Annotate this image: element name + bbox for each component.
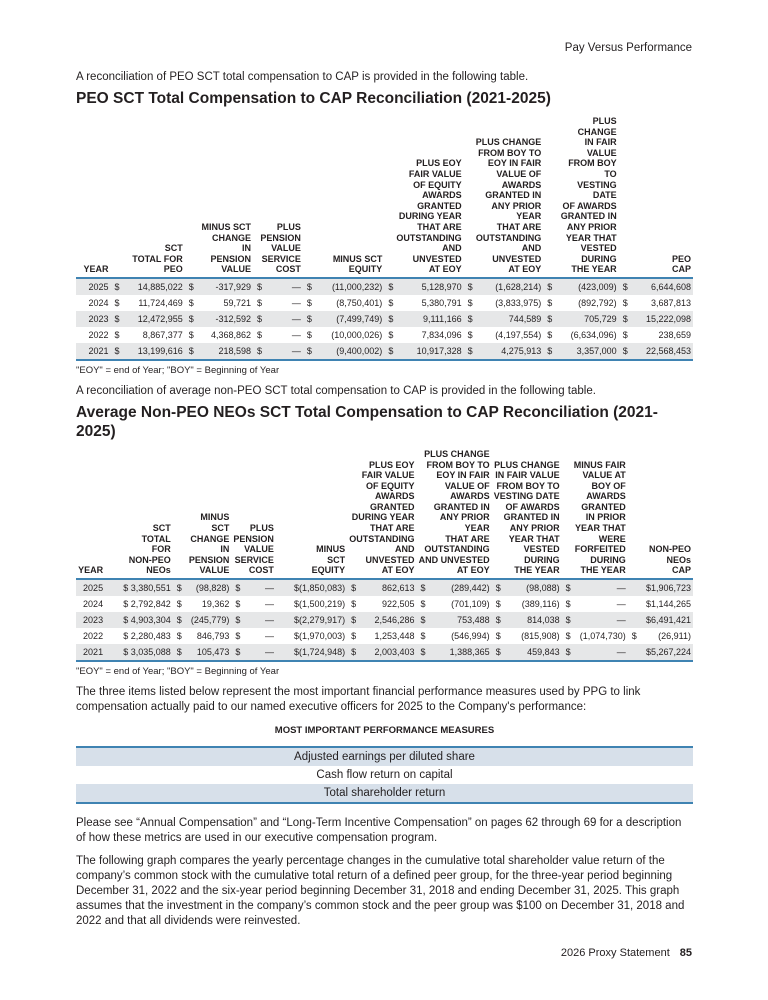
peo-reconciliation-table — [76, 116, 693, 361]
vest-change-cell: 814,038 — [508, 612, 562, 628]
sct-total-cell: 11,724,469 — [138, 297, 183, 308]
footer-doc-title: 2026 Proxy Statement — [560, 947, 670, 959]
pension-change-cell: 4,368,862 — [211, 329, 252, 340]
prior-change-cell: (701,109) — [451, 599, 490, 610]
currency-cell: $ — [565, 599, 571, 610]
currency-cell: $ — [562, 644, 578, 661]
measure-item: Adjusted earnings per diluted share — [76, 748, 693, 766]
sct-total-cell: $ 4,903,304 — [121, 612, 173, 628]
currency-cell: $ — [495, 599, 501, 610]
prior-change-cell: (1,628,214) — [480, 278, 544, 295]
currency-cell: $ — [257, 297, 263, 308]
eoy-fv-cell: 2,546,286 — [363, 612, 416, 628]
currency-cell — [628, 612, 644, 628]
currency-cell: $ — [110, 278, 126, 295]
currency-cell: $ — [347, 612, 363, 628]
measure-item: Cash flow return on capital — [316, 769, 453, 782]
currency-cell: $ — [562, 612, 578, 628]
column-header: MINUS SCT EQUITY — [332, 253, 383, 275]
currency-cell: $ — [622, 297, 628, 308]
currency-cell: $ — [110, 311, 126, 327]
table-row — [76, 278, 693, 295]
year-cell: 2022 — [83, 631, 104, 642]
sct-total-cell: $ 3,380,551 — [121, 579, 173, 596]
currency-cell: $ — [543, 278, 559, 295]
currency-cell: $ — [495, 631, 501, 642]
currency-cell: $ — [619, 278, 635, 295]
eoy-fv-cell: 862,613 — [363, 579, 416, 596]
currency-cell: $ — [185, 278, 201, 295]
service-cost-cell: — — [247, 644, 276, 661]
sct-total-cell: 13,199,616 — [126, 343, 184, 360]
column-header: PLUS CHANGE IN FAIR VALUE FROM BOY TO VESTING DATE OF AWARDS GRANTED IN ANY PRIOR YEAR THAT VESTED DURING THE YEAR — [493, 459, 560, 576]
year-cell: 2023 — [76, 612, 105, 628]
currency-cell — [105, 612, 121, 628]
column-header: MINUS SCT EQUITY — [311, 544, 346, 576]
currency-cell: $ — [306, 297, 312, 308]
year-cell: 2025 — [76, 278, 110, 295]
column-header: PLUS PENSION VALUE SERVICE COST — [233, 523, 274, 576]
currency-cell: $ — [257, 329, 263, 340]
eoy-fv-cell: 5,128,970 — [400, 278, 463, 295]
table-row — [76, 644, 693, 661]
currency-cell: $ — [384, 278, 400, 295]
currency-cell — [105, 628, 121, 644]
currency-cell: $ — [185, 343, 201, 360]
prior-change-cell: (4,197,554) — [495, 329, 542, 340]
currency-cell: $ — [114, 297, 120, 308]
currency-cell: $ — [351, 631, 357, 642]
currency-cell: $ — [543, 311, 559, 327]
column-header: PLUS CHANGE FROM BOY TO EOY IN FAIR VALUE OF AWARDS GRANTED IN ANY PRIOR YEAR THAT ARE OUTSTANDING AND UNVESTED AT EOY — [418, 448, 490, 576]
sct-total-cell: $ 2,280,483 — [123, 631, 171, 642]
pension-change-cell: (245,779) — [189, 612, 232, 628]
sct-equity-cell: (8,750,401) — [336, 297, 383, 308]
service-cost-cell: — — [269, 343, 303, 360]
cap-cell: $1,144,265 — [645, 599, 691, 610]
sct-equity-cell: (7,499,749) — [319, 311, 384, 327]
column-header: YEAR — [78, 565, 104, 576]
year-cell: 2024 — [83, 599, 104, 610]
neo-footnote: "EOY" = end of Year; "BOY" = Beginning of Year — [76, 666, 280, 678]
pension-change-cell: -317,929 — [201, 278, 253, 295]
currency-cell: $ — [231, 644, 247, 661]
currency-cell: $ — [347, 579, 363, 596]
currency-cell: $ — [464, 311, 480, 327]
currency-cell — [105, 579, 121, 596]
currency-cell: $ — [235, 631, 241, 642]
currency-cell: $ — [467, 329, 473, 340]
currency-cell: $ — [619, 311, 635, 327]
currency-cell: $ — [303, 343, 319, 360]
sct-total-cell: 14,885,022 — [126, 278, 184, 295]
pension-change-cell: -312,592 — [201, 311, 253, 327]
sct-equity-cell: (11,000,232) — [319, 278, 384, 295]
cap-cell: 15,222,098 — [635, 311, 693, 327]
cap-cell: $5,267,224 — [644, 644, 693, 661]
eoy-fv-cell: 5,380,791 — [421, 297, 462, 308]
currency-cell: $ — [253, 311, 269, 327]
closing-paragraph-2: The following graph compares the yearly percentage changes in the cumulative total shareholder value return of the company’s common stock with the cumulative total return of a defined peer group, for the three-year period beginning December 31, 2022 and the six-year period beginning December 31, 2018 and ending December 31, 2025. This graph assumes that the investment in the company’s common stock and the peer group was $100 on December 31, 2018 and 2022 and that all dividends were reinvested. — [76, 855, 685, 928]
column-header: PLUS EOY FAIR VALUE OF EQUITY AWARDS GRANTED DURING YEAR THAT ARE OUTSTANDING AND UNVESTED AT EOY — [396, 158, 462, 275]
currency-cell: $ — [467, 297, 473, 308]
currency-cell: $ — [547, 329, 553, 340]
peo-intro: A reconciliation of PEO SCT total compensation to CAP is provided in the following table. — [76, 71, 529, 83]
peo-table-title: PEO SCT Total Compensation to CAP Reconciliation (2021-2025) — [76, 90, 551, 107]
currency-cell: $ — [417, 612, 433, 628]
service-cost-cell: — — [247, 579, 276, 596]
prior-change-cell: 1,388,365 — [433, 644, 492, 661]
currency-cell: $ — [185, 311, 201, 327]
sct-equity-cell: (9,400,002) — [319, 343, 384, 360]
sct-equity-cell: $(2,279,917) — [292, 612, 347, 628]
currency-cell: $ — [173, 612, 189, 628]
currency-cell: $ — [388, 297, 394, 308]
currency-cell: $ — [235, 599, 241, 610]
year-cell: 2022 — [88, 329, 109, 340]
measures-intro: The three items listed below represent the most important financial performance measures used by PPG to link compensation actually paid to our named executive officers for 2025 to the Company's performance: — [76, 686, 641, 714]
currency-cell — [276, 628, 292, 644]
table-row — [76, 343, 693, 360]
neo-intro: A reconciliation of average non-PEO SCT total compensation to CAP is provided in the following table. — [76, 384, 596, 397]
currency-cell — [628, 579, 644, 596]
column-header: PLUS CHANGE IN FAIR VALUE FROM BOY TO VESTING DATE OF AWARDS GRANTED IN ANY PRIOR YEAR THAT VESTED DURING THE YEAR — [560, 116, 617, 275]
sct-total-cell: $ 3,035,088 — [121, 644, 173, 661]
eoy-fv-cell: 9,111,166 — [400, 311, 463, 327]
currency-cell: $ — [306, 329, 312, 340]
neo-reconciliation-table — [76, 449, 693, 662]
vest-change-cell: (892,792) — [578, 297, 617, 308]
currency-cell: $ — [231, 579, 247, 596]
forfeited-cell: — — [578, 612, 628, 628]
currency-cell — [105, 644, 121, 661]
vest-change-cell: (98,088) — [508, 579, 562, 596]
column-header: PLUS PENSION VALUE SERVICE COST — [260, 221, 301, 275]
service-cost-cell: — — [264, 599, 274, 610]
currency-cell: $ — [176, 599, 182, 610]
currency-cell — [628, 644, 644, 661]
currency-cell: $ — [188, 329, 194, 340]
pension-change-cell: 59,721 — [223, 297, 252, 308]
pension-change-cell: 105,473 — [189, 644, 232, 661]
cap-cell: 3,687,813 — [650, 297, 691, 308]
currency-cell: $ — [420, 599, 426, 610]
eoy-fv-cell: 2,003,403 — [363, 644, 416, 661]
currency-cell: $ — [303, 311, 319, 327]
measures-list — [76, 746, 693, 804]
page-number: 85 — [679, 947, 692, 959]
currency-cell: $ — [114, 329, 120, 340]
sct-total-cell: 8,867,377 — [142, 329, 183, 340]
currency-cell — [628, 596, 644, 612]
cap-cell: 6,644,608 — [635, 278, 693, 295]
running-head: Pay Versus Performance — [564, 42, 692, 54]
currency-cell — [276, 596, 292, 612]
currency-cell: $ — [464, 278, 480, 295]
service-cost-cell: — — [247, 612, 276, 628]
page-content — [76, 70, 693, 937]
currency-cell: $ — [417, 579, 433, 596]
table-row — [76, 327, 693, 343]
column-header: MINUS FAIR VALUE AT BOY OF AWARDS GRANTED IN PRIOR YEAR THAT WERE FORFEITED DURING THE YEAR — [573, 459, 626, 576]
currency-cell: $ — [303, 278, 319, 295]
currency-cell: $ — [417, 644, 433, 661]
currency-cell: $ — [492, 579, 508, 596]
column-header: MINUS SCT CHANGE IN PENSION VALUE — [201, 221, 252, 275]
currency-cell — [276, 644, 292, 661]
currency-cell: $ — [565, 631, 571, 642]
currency-cell: $ — [631, 631, 637, 642]
column-header: PLUS CHANGE FROM BOY TO EOY IN FAIR VALUE OF AWARDS GRANTED IN ANY PRIOR YEAR THAT ARE OUTSTANDING AND UNVESTED AT EOY — [475, 137, 542, 275]
year-cell: 2021 — [76, 343, 110, 360]
pension-change-cell: 218,598 — [201, 343, 253, 360]
currency-cell: $ — [384, 311, 400, 327]
currency-cell: $ — [351, 599, 357, 610]
currency-cell: $ — [231, 612, 247, 628]
currency-cell: $ — [562, 579, 578, 596]
cap-cell: 238,659 — [658, 329, 691, 340]
service-cost-cell: — — [264, 631, 274, 642]
currency-cell: $ — [347, 644, 363, 661]
table-body — [76, 278, 693, 360]
service-cost-cell: — — [291, 329, 301, 340]
column-header: PLUS EOY FAIR VALUE OF EQUITY AWARDS GRANTED DURING YEAR THAT ARE OUTSTANDING AND UNVESTED AT EOY — [349, 459, 415, 576]
measure-item: Total shareholder return — [76, 784, 693, 802]
measures-title: MOST IMPORTANT PERFORMANCE MEASURES — [274, 725, 495, 737]
prior-change-cell: (3,833,975) — [495, 297, 542, 308]
currency-cell — [105, 596, 121, 612]
currency-cell: $ — [464, 343, 480, 360]
cap-cell: $1,906,723 — [644, 579, 693, 596]
table-body — [76, 579, 693, 661]
service-cost-cell: — — [269, 278, 303, 295]
sct-equity-cell: $(1,500,219) — [294, 599, 346, 610]
currency-cell: $ — [188, 297, 194, 308]
vest-change-cell: (815,908) — [521, 631, 560, 642]
pension-change-cell: 19,362 — [201, 599, 230, 610]
column-header: YEAR — [83, 264, 109, 275]
sct-total-cell: $ 2,792,842 — [123, 599, 171, 610]
currency-cell: $ — [622, 329, 628, 340]
pension-change-cell: 846,793 — [196, 631, 230, 642]
page-footer — [561, 947, 692, 959]
vest-change-cell: (6,634,096) — [570, 329, 617, 340]
currency-cell: $ — [253, 343, 269, 360]
forfeited-cell: (1,074,730) — [579, 631, 626, 642]
column-header: MINUS SCT CHANGE IN PENSION VALUE — [188, 512, 230, 576]
table-row — [76, 295, 693, 311]
currency-cell: $ — [253, 278, 269, 295]
service-cost-cell: — — [291, 297, 301, 308]
table-row — [76, 311, 693, 327]
currency-cell: $ — [492, 612, 508, 628]
year-cell: 2024 — [88, 297, 109, 308]
forfeited-cell: — — [616, 599, 626, 610]
forfeited-cell: — — [578, 579, 628, 596]
vest-change-cell: (423,009) — [559, 278, 618, 295]
sct-equity-cell: $(1,970,003) — [294, 631, 346, 642]
column-header: SCT TOTAL FOR PEO — [132, 243, 183, 275]
closing-paragraph-1: Please see “Annual Compensation” and “Long-Term Incentive Compensation” on pages 62 through 69 for a description of how these metrics are used in our executive compensation program. — [76, 817, 682, 845]
year-cell: 2025 — [76, 579, 105, 596]
table-row — [76, 596, 693, 612]
column-header: SCT TOTAL FOR NON-PEO NEOs — [128, 523, 171, 576]
currency-cell — [276, 612, 292, 628]
prior-change-cell: 744,589 — [480, 311, 544, 327]
service-cost-cell: — — [269, 311, 303, 327]
sct-equity-cell: (10,000,026) — [331, 329, 383, 340]
currency-cell: $ — [619, 343, 635, 360]
year-cell: 2023 — [76, 311, 110, 327]
vest-change-cell: (389,116) — [521, 599, 560, 610]
cap-cell: $6,491,421 — [644, 612, 693, 628]
eoy-fv-cell: 7,834,096 — [421, 329, 462, 340]
sct-equity-cell: $(1,724,948) — [292, 644, 347, 661]
year-cell: 2021 — [76, 644, 105, 661]
sct-total-cell: 12,472,955 — [126, 311, 184, 327]
table-header-row — [76, 116, 693, 278]
cap-cell: 22,568,453 — [635, 343, 693, 360]
prior-change-cell: (289,442) — [433, 579, 492, 596]
table-row — [76, 579, 693, 596]
currency-cell: $ — [173, 644, 189, 661]
vest-change-cell: 3,357,000 — [559, 343, 618, 360]
cap-cell: (26,911) — [658, 631, 691, 642]
table-header-row — [76, 449, 693, 579]
currency-cell — [276, 579, 292, 596]
eoy-fv-cell: 922,505 — [382, 599, 415, 610]
prior-change-cell: (546,994) — [451, 631, 490, 642]
prior-change-cell: 753,488 — [433, 612, 492, 628]
prior-change-cell: 4,275,913 — [480, 343, 544, 360]
sct-equity-cell: $(1,850,083) — [292, 579, 347, 596]
vest-change-cell: 459,843 — [508, 644, 562, 661]
eoy-fv-cell: 10,917,328 — [400, 343, 463, 360]
column-header: NON-PEO NEOs CAP — [648, 544, 691, 576]
table-row — [76, 612, 693, 628]
table-row — [76, 628, 693, 644]
currency-cell: $ — [173, 579, 189, 596]
currency-cell: $ — [384, 343, 400, 360]
currency-cell: $ — [543, 343, 559, 360]
neo-table-title: Average Non-PEO NEOs SCT Total Compensation to CAP Reconciliation (2021-2025) — [76, 403, 658, 440]
peo-footnote: "EOY" = end of Year; "BOY" = Beginning of Year — [76, 364, 280, 376]
currency-cell: $ — [492, 644, 508, 661]
vest-change-cell: 705,729 — [559, 311, 618, 327]
currency-cell: $ — [388, 329, 394, 340]
currency-cell: $ — [110, 343, 126, 360]
pension-change-cell: (98,828) — [189, 579, 232, 596]
currency-cell: $ — [547, 297, 553, 308]
eoy-fv-cell: 1,253,448 — [374, 631, 415, 642]
column-header: PEO CAP — [671, 253, 691, 275]
currency-cell: $ — [176, 631, 182, 642]
forfeited-cell: — — [578, 644, 628, 661]
currency-cell: $ — [420, 631, 426, 642]
